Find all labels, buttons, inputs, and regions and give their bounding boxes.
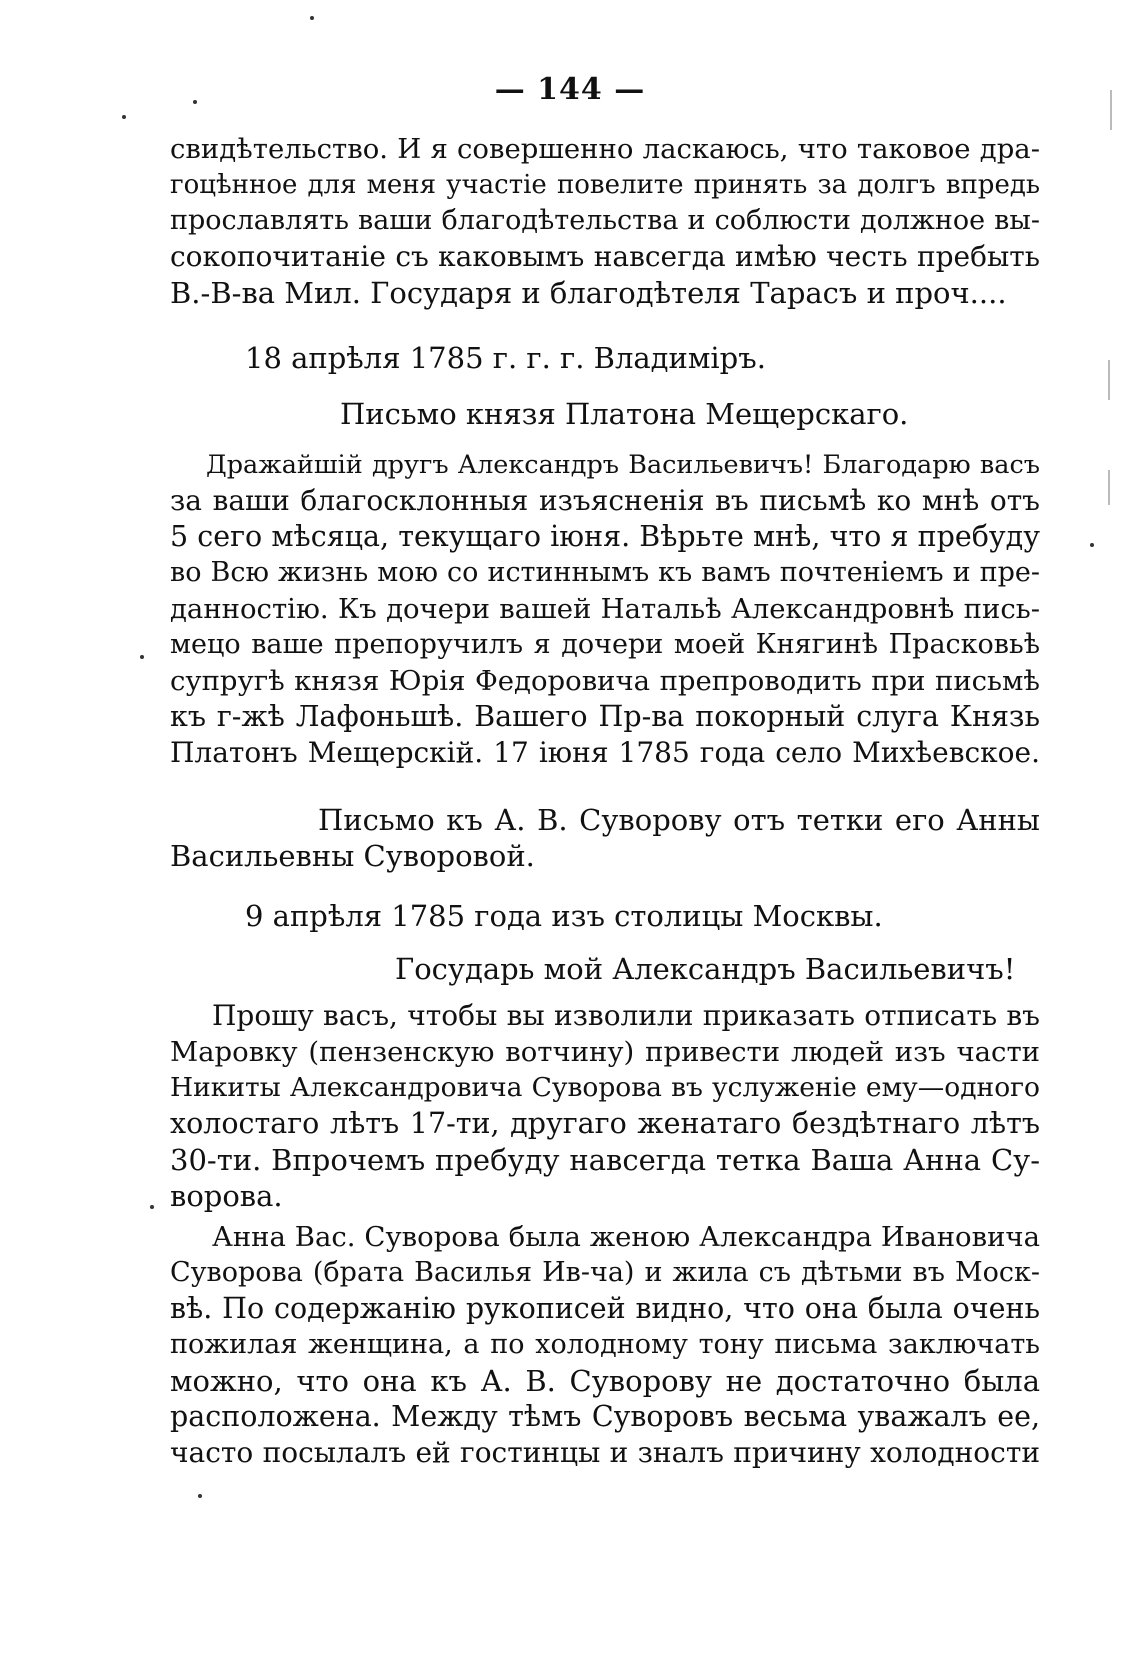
page-number: — 144 — <box>494 72 646 107</box>
scan-speck <box>150 1205 154 1209</box>
date-line-moscow: 9 апрѣля 1785 года изъ столицы Москвы. <box>245 899 883 933</box>
paragraph-continuation <box>170 131 1040 311</box>
text-line: Прошу васъ, чтобы вы изволили приказать отписать въ <box>212 999 1040 1032</box>
edge-mark <box>1108 470 1110 505</box>
letter-suvorova-body <box>170 998 1040 1214</box>
text-line: холостаго лѣтъ 17-ти, другаго женатаго бездѣтнаго лѣтъ <box>170 1107 1040 1140</box>
scan-speck <box>198 1494 202 1498</box>
scan-speck <box>193 100 197 104</box>
date-line-vladimir: 18 апрѣля 1785 г. г. г. Владиміръ. <box>245 341 766 375</box>
text-line: за ваши благосклонныя изъясненія въ письмѣ ко мнѣ отъ <box>170 484 1040 517</box>
text-line: ворова. <box>170 1179 283 1213</box>
scan-speck <box>140 655 144 659</box>
letter-heading-suvorova <box>170 802 1040 874</box>
scan-speck <box>310 16 314 20</box>
text-line: сокопочитаніе съ каковымъ навсегда имѣю честь пребыть <box>170 240 1040 273</box>
text-line: супругѣ князя Юрія Федоровича препроводить при письмѣ <box>170 665 1040 697</box>
text-line: Платонъ Мещерскій. 17 іюня 1785 года село Михѣевское. <box>170 736 1040 769</box>
text-line: данностію. Къ дочери вашей Натальѣ Александровнѣ пись- <box>170 593 1040 625</box>
text-line: 5 сего мѣсяца, текущаго іюня. Вѣрьте мнѣ, что я пребуду <box>170 520 1040 553</box>
text-line: Дражайшій другъ Александръ Васильевичъ! Благодарю васъ <box>206 450 1040 480</box>
text-line: Анна Вас. Суворова была женою Александра Ивановича <box>212 1221 1040 1253</box>
letter-heading-meshchersky: Письмо князя Платона Мещерскаго. <box>340 397 909 431</box>
text-line: гоцѣнное для меня участіе повелите принять за долгъ впредь <box>170 170 1040 200</box>
text-line: мецо ваше препоручилъ я дочери моей Княгинѣ Прасковьѣ <box>170 629 1040 660</box>
heading-line: Васильевны Суворовой. <box>170 839 535 873</box>
text-line: во Всю жизнь мою со истиннымъ къ вамъ почтеніемъ и пре- <box>170 557 1040 588</box>
scan-speck <box>1090 543 1094 547</box>
text-line: Маровку (пензенскую вотчину) привести людей изъ части <box>170 1036 1040 1068</box>
edge-mark <box>1110 90 1112 130</box>
text-line: можно, что она къ А. В. Суворову не достаточно была <box>170 1364 1040 1398</box>
letter-meshchersky-body <box>170 447 1040 771</box>
scan-speck <box>122 115 126 119</box>
text-line: расположена. Между тѣмъ Суворовъ весьма уважалъ ее, <box>170 1400 1040 1433</box>
text-line: пожилая женщина, а по холодному тону письма заключать <box>170 1329 1040 1360</box>
text-line: В.-В-ва Мил. Государя и благодѣтеля Тарасъ и проч.... <box>170 276 1007 310</box>
text-line: къ г-жѣ Лафоньшѣ. Вашего Пр-ва покорный слуга Князь <box>170 700 1040 733</box>
text-line: Суворова (брата Василья Ив-ча) и жила съ дѣтьми въ Моск- <box>170 1257 1040 1288</box>
text-line: 30-ти. Впрочемъ пребуду навсегда тетка Ваша Анна Су- <box>170 1143 1040 1177</box>
text-line: часто посылалъ ей гостинцы и зналъ причину холодности <box>170 1436 1040 1469</box>
text-line: прославлять ваши благодѣтельства и соблюсти должное вы- <box>170 205 1040 236</box>
edge-mark <box>1108 360 1110 400</box>
text-line: свидѣтельство. И я совершенно ласкаюсь, что таковое дра- <box>170 133 1040 165</box>
heading-line: Письмо къ А. В. Суворову отъ тетки его Анны <box>318 803 1040 837</box>
text-line: вѣ. По содержанію рукописей видно, что она была очень <box>170 1292 1040 1325</box>
letter-salutation: Государь мой Александръ Васильевичъ! <box>395 952 1016 986</box>
commentary-paragraph <box>170 1219 1040 1471</box>
text-line: Никиты Александровича Суворова въ услуженіе ему—одного <box>170 1072 1040 1103</box>
